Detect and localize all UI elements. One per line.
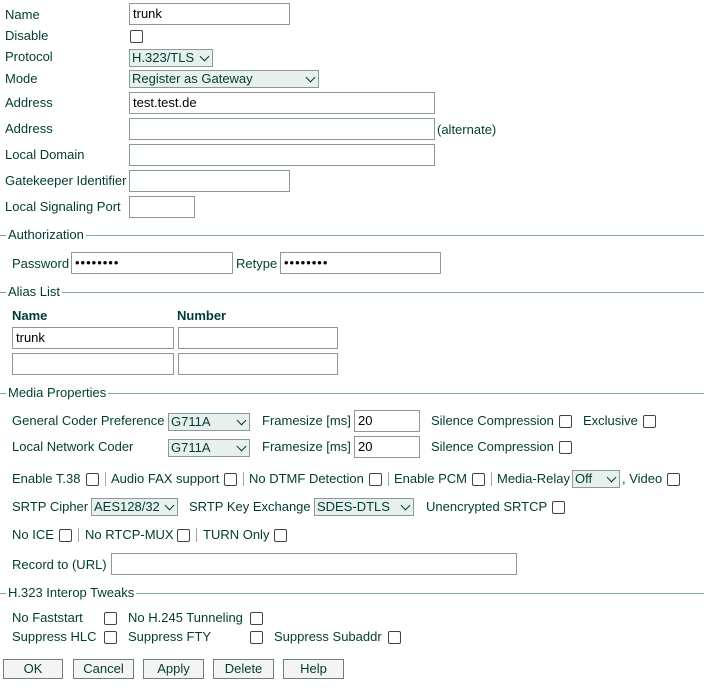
video-label: , Video (622, 471, 663, 486)
suppress-subaddr-label: Suppress Subaddr (274, 629, 382, 644)
password-input[interactable]: •••••••• (71, 252, 233, 274)
t38-label: Enable T.38 (12, 471, 81, 486)
no-rtcp-mux-checkbox[interactable] (177, 529, 190, 542)
media-relay-label: Media-Relay (497, 471, 570, 486)
separator (78, 528, 79, 542)
no-dtmf-checkbox[interactable] (369, 473, 382, 486)
local-framesize-label: Framesize [ms] (262, 439, 351, 454)
separator (196, 528, 197, 542)
gatekeeper-input[interactable] (129, 170, 290, 192)
mode-select[interactable] (129, 70, 319, 88)
suppress-hlc-label: Suppress HLC (12, 629, 97, 644)
disable-label: Disable (5, 28, 49, 43)
no-ice-checkbox[interactable] (59, 529, 72, 542)
srtp-cipher-label: SRTP Cipher (12, 499, 89, 514)
chevron-down-icon (200, 52, 210, 62)
suppress-fty-checkbox[interactable] (250, 631, 263, 644)
help-button[interactable]: Help (283, 659, 344, 679)
ok-button[interactable]: OK (3, 659, 63, 679)
no-faststart-checkbox[interactable] (104, 612, 117, 625)
mode-value: Register as Gateway (132, 71, 253, 86)
no-dtmf-label: No DTMF Detection (249, 471, 364, 486)
srtp-key-label: SRTP Key Exchange (189, 499, 311, 514)
general-silence-label: Silence Compression (431, 413, 554, 428)
chevron-down-icon (237, 416, 247, 426)
protocol-label: Protocol (5, 49, 53, 64)
name-label: Name (5, 7, 40, 22)
address-alternate-input[interactable] (129, 118, 435, 140)
audio-fax-checkbox[interactable] (224, 473, 237, 486)
media-properties-section (0, 386, 704, 400)
address-label: Address (5, 95, 53, 110)
t38-checkbox[interactable] (86, 473, 99, 486)
general-silence-checkbox[interactable] (559, 415, 572, 428)
separator (105, 472, 106, 486)
retype-input[interactable]: •••••••• (280, 252, 441, 274)
srtp-key-select[interactable] (314, 498, 414, 516)
protocol-select[interactable] (129, 49, 213, 67)
alias-col-number: Number (177, 308, 227, 323)
audio-fax-label: Audio FAX support (111, 471, 220, 486)
separator (243, 472, 244, 486)
delete-button[interactable]: Delete (213, 659, 274, 679)
alias-name-input[interactable] (12, 353, 174, 375)
turn-only-checkbox[interactable] (274, 529, 287, 542)
general-coder-label: General Coder Preference (12, 413, 165, 428)
local-domain-input[interactable] (129, 144, 435, 166)
record-url-label: Record to (URL) (12, 557, 107, 572)
no-ice-label: No ICE (12, 527, 54, 542)
retype-label: Retype (236, 256, 278, 271)
chevron-down-icon (607, 473, 617, 483)
suppress-hlc-checkbox[interactable] (104, 631, 117, 644)
mode-label: Mode (5, 71, 38, 86)
gatekeeper-label: Gatekeeper Identifier (5, 173, 127, 188)
general-coder-select[interactable] (168, 413, 250, 431)
exclusive-label: Exclusive (583, 413, 638, 428)
general-framesize-input[interactable]: 20 (354, 410, 420, 432)
cancel-button[interactable]: Cancel (73, 659, 134, 679)
disable-checkbox[interactable] (130, 30, 143, 43)
media-properties-title: Media Properties (8, 385, 107, 400)
unencrypted-srtcp-label: Unencrypted SRTCP (426, 499, 548, 514)
suppress-fty-label: Suppress FTY (128, 629, 212, 644)
chevron-down-icon (165, 501, 175, 511)
no-faststart-label: No Faststart (12, 610, 83, 625)
pcm-label: Enable PCM (394, 471, 467, 486)
suppress-subaddr-checkbox[interactable] (388, 631, 401, 644)
general-framesize-label: Framesize [ms] (262, 413, 351, 428)
local-coder-value: G711A (171, 440, 211, 455)
interop-title: H.323 Interop Tweaks (8, 585, 135, 600)
srtp-cipher-value: AES128/32 (94, 499, 160, 514)
signaling-port-label: Local Signaling Port (5, 199, 121, 214)
chevron-down-icon (401, 501, 411, 511)
password-label: Password (12, 256, 70, 271)
srtp-key-value: SDES-DTLS (317, 499, 390, 514)
local-silence-checkbox[interactable] (559, 441, 572, 454)
media-relay-select[interactable] (572, 470, 620, 488)
local-coder-label: Local Network Coder (12, 439, 134, 454)
alias-number-input[interactable] (178, 327, 338, 349)
separator (388, 472, 389, 486)
no-h245-checkbox[interactable] (250, 612, 263, 625)
alias-list-section (0, 285, 704, 299)
turn-only-label: TURN Only (203, 527, 270, 542)
separator (491, 472, 492, 486)
protocol-value: H.323/TLS (132, 50, 195, 65)
no-rtcp-mux-label: No RTCP-MUX (85, 527, 174, 542)
alias-number-input[interactable] (178, 353, 338, 375)
unencrypted-srtcp-checkbox[interactable] (552, 501, 565, 514)
apply-button[interactable]: Apply (143, 659, 204, 679)
interop-section (0, 586, 704, 600)
chevron-down-icon (306, 73, 316, 83)
local-domain-label: Local Domain (5, 147, 85, 162)
chevron-down-icon (237, 442, 247, 452)
srtp-cipher-select[interactable] (91, 498, 178, 516)
authorization-title: Authorization (8, 227, 84, 242)
no-h245-label: No H.245 Tunneling (128, 610, 243, 625)
general-coder-value: G711A (171, 414, 211, 429)
alias-list-title: Alias List (8, 284, 61, 299)
pcm-checkbox[interactable] (472, 473, 485, 486)
media-relay-value: Off (575, 471, 593, 486)
local-coder-select[interactable] (168, 439, 250, 457)
local-silence-label: Silence Compression (431, 439, 554, 454)
alias-col-name: Name (12, 308, 48, 323)
local-framesize-input[interactable]: 20 (354, 436, 420, 458)
address-alternate-label: Address (5, 121, 53, 136)
authorization-section (0, 228, 704, 242)
exclusive-checkbox[interactable] (643, 415, 656, 428)
alias-name-input[interactable]: trunk (12, 327, 174, 349)
video-checkbox[interactable] (667, 473, 680, 486)
signaling-port-input[interactable] (129, 196, 195, 218)
record-url-input[interactable] (111, 553, 517, 575)
alternate-note: (alternate) (437, 122, 497, 137)
name-input[interactable]: trunk (129, 3, 290, 25)
address-input[interactable]: test.test.de (129, 92, 435, 114)
